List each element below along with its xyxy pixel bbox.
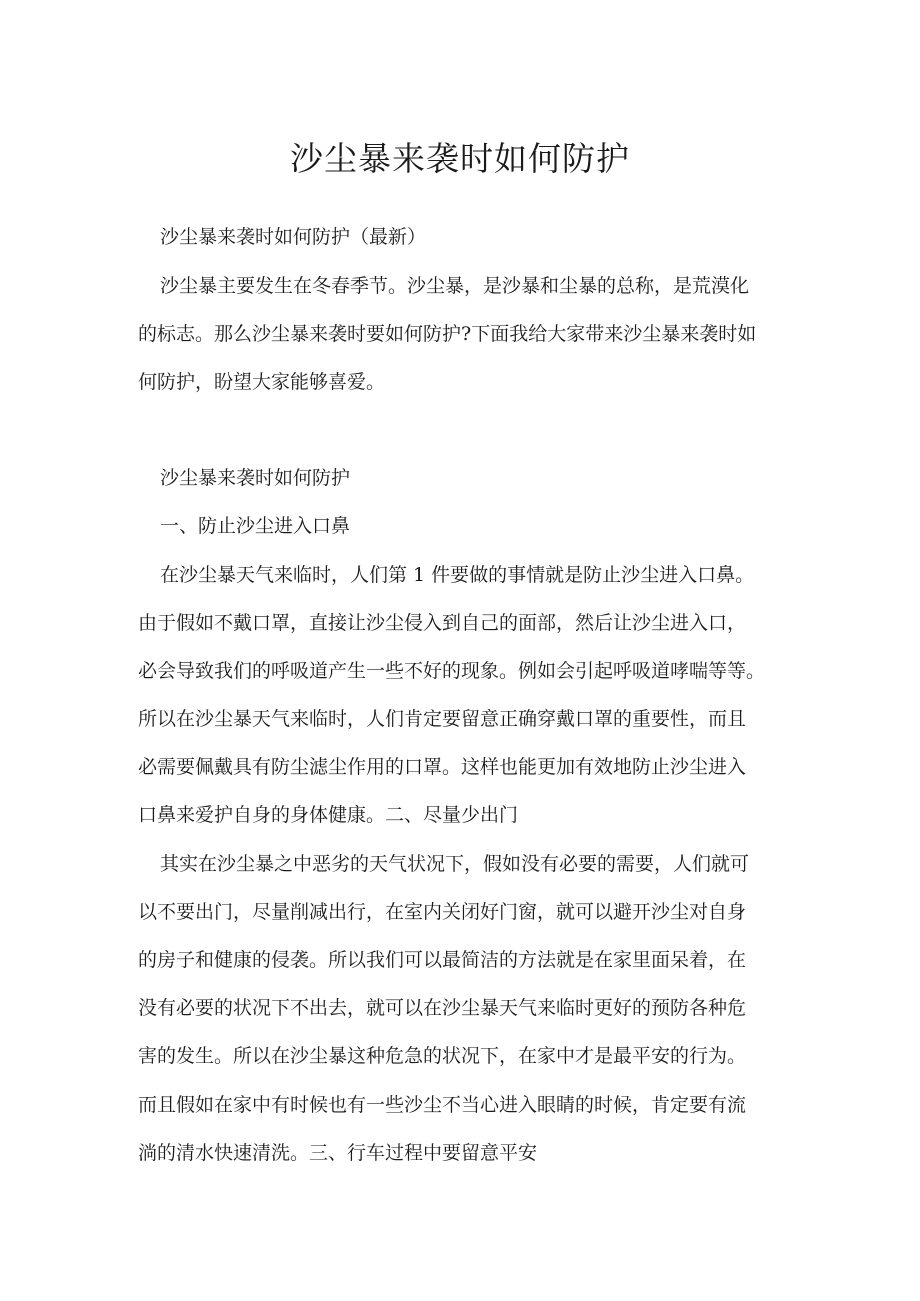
paragraph-line: 而且假如在家中有时候也有一些沙尘不当心进入眼睛的时候，肯定要有流	[138, 1094, 747, 1116]
paragraph-line: 何防护，盼望大家能够喜爱。	[138, 371, 386, 393]
paragraph-line: 其实在沙尘暴之中恶劣的天气状况下，假如没有必要的需要，人们就可	[160, 853, 750, 875]
paragraph-line: 的房子和健康的侵袭。所以我们可以最简洁的方法就是在家里面呆着，在	[138, 949, 747, 971]
paragraph-line: 没有必要的状况下不出去，就可以在沙尘暴天气来临时更好的预防各种危	[138, 997, 747, 1019]
paragraph-line: 淌的清水快速清洗。三、行车过程中要留意平安	[138, 1142, 538, 1164]
paragraph-line: 必会导致我们的呼吸道产生一些不好的现象。例如会引起呼吸道哮喘等等。	[138, 660, 766, 682]
paragraph-line: 口鼻来爱护自身的身体健康。二、尽量少出门	[138, 804, 519, 826]
paragraph-line: 沙尘暴主要发生在冬春季节。沙尘暴，是沙暴和尘暴的总称，是荒漠化	[160, 275, 750, 297]
paragraph-line: 的标志。那么沙尘暴来袭时要如何防护?下面我给大家带来沙尘暴来袭时如	[138, 323, 757, 345]
paragraph-line: 害的发生。所以在沙尘暴这种危急的状况下，在家中才是最平安的行为。	[138, 1045, 747, 1067]
paragraph-line: 所以在沙尘暴天气来临时，人们肯定要留意正确穿戴口罩的重要性，而且	[138, 708, 747, 730]
section-heading: 一、防止沙尘进入口鼻	[160, 515, 351, 537]
section-heading: 沙尘暴来袭时如何防护	[160, 467, 351, 489]
paragraph-line: 必需要佩戴具有防尘滤尘作用的口罩。这样也能更加有效地防止沙尘进入	[138, 756, 747, 778]
paragraph-line: 由于假如不戴口罩，直接让沙尘侵入到自己的面部，然后让沙尘进入口，	[138, 612, 747, 634]
paragraph-line: 以不要出门，尽量削减出行，在室内关闭好门窗，就可以避开沙尘对自身	[138, 901, 747, 923]
paragraph-line: 在沙尘暴天气来临时，人们第 1 件要做的事情就是防止沙尘进入口鼻。	[160, 564, 755, 586]
subtitle-line: 沙尘暴来袭时如何防护（最新）	[160, 226, 427, 248]
document-title: 沙尘暴来袭时如何防护	[290, 139, 630, 178]
